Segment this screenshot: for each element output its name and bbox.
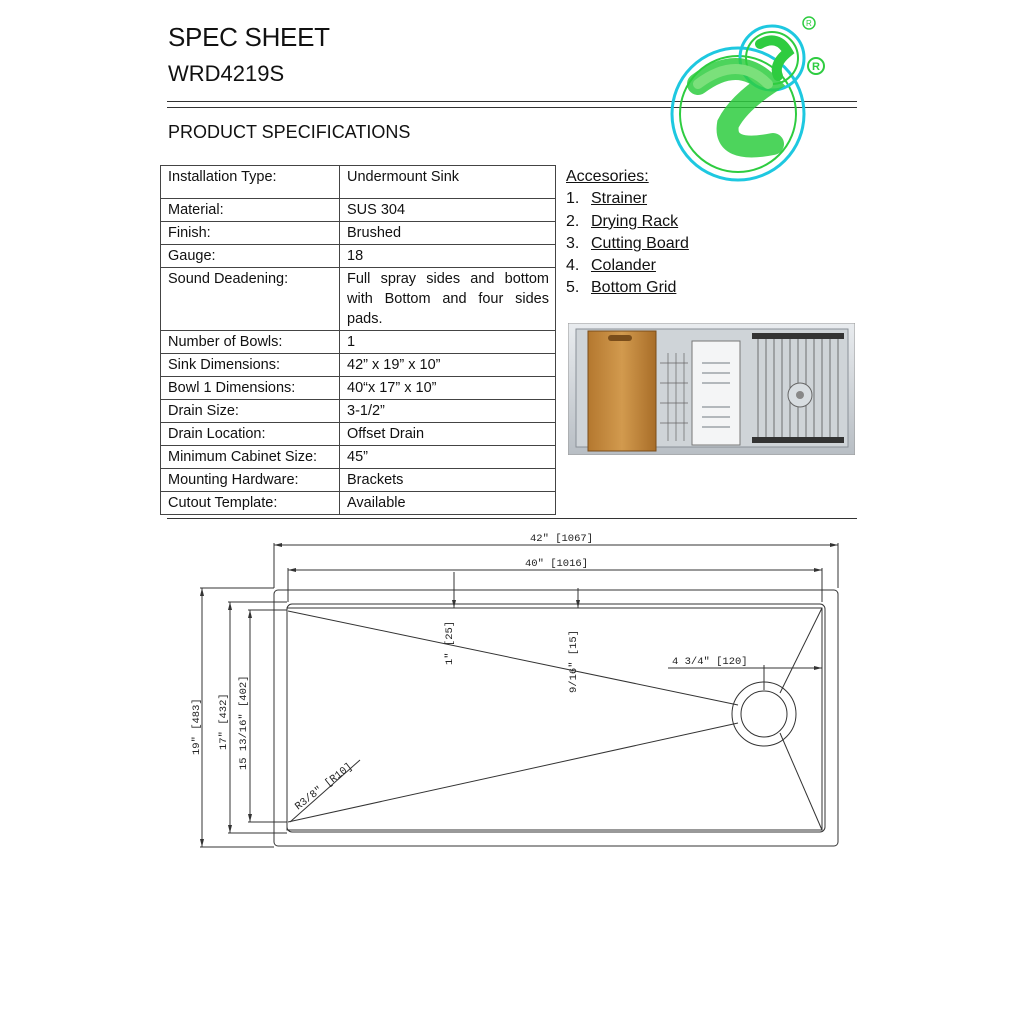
dim-radius: R3/8" [R10]: [293, 761, 356, 814]
accessory-link-colander[interactable]: Colander: [591, 257, 656, 275]
table-row: [161, 166, 556, 199]
spec-value: Brackets: [340, 469, 556, 492]
dim-overall-depth: 19" [483]: [191, 698, 203, 755]
spec-label: Drain Size:: [161, 400, 340, 423]
accessory-link-bottom-grid[interactable]: Bottom Grid: [591, 279, 677, 297]
spec-label: Number of Bowls:: [161, 331, 340, 354]
spec-value: Undermount Sink: [340, 166, 556, 199]
item-number: 5.: [566, 279, 580, 297]
spec-value: Offset Drain: [340, 423, 556, 446]
list-item: [566, 233, 689, 255]
spec-label: Bowl 1 Dimensions:: [161, 377, 340, 400]
brand-logo: [668, 14, 828, 189]
list-item: [566, 255, 689, 277]
product-photo: [568, 323, 855, 455]
accessories-heading: Accesories:: [566, 168, 649, 185]
accessory-link-drying-rack[interactable]: Drying Rack: [591, 212, 679, 230]
model-number: WRD4219S: [168, 61, 285, 86]
table-row: [161, 492, 556, 515]
spec-value: SUS 304: [340, 199, 556, 222]
spec-value: 42” x 19” x 10”: [340, 354, 556, 377]
spec-value: Brushed: [340, 222, 556, 245]
table-row: [161, 446, 556, 469]
spec-value: 3-1/2”: [340, 400, 556, 423]
table-row: [161, 354, 556, 377]
table-row: [161, 423, 556, 446]
table-row: [161, 331, 556, 354]
spec-label: Material:: [161, 199, 340, 222]
item-number: 2.: [566, 212, 580, 230]
accessory-link-cutting-board[interactable]: Cutting Board: [591, 234, 689, 252]
list-item: [566, 188, 689, 210]
spec-label: Sink Dimensions:: [161, 354, 340, 377]
list-item: [566, 277, 689, 299]
section-divider: [167, 518, 857, 519]
table-row: [161, 199, 556, 222]
table-row: [161, 377, 556, 400]
table-row: [161, 400, 556, 423]
spec-label: Sound Deadening:: [161, 268, 340, 331]
spec-value: Full spray sides and bottom with Bottom and four sides pads.: [340, 268, 556, 331]
spec-label: Installation Type:: [161, 166, 340, 199]
dim-bowl-width: 40" [1016]: [525, 558, 589, 570]
dim-slope-1: 1" [25]: [444, 620, 456, 665]
dim-drain-offset: 4 3/4" [120]: [672, 656, 748, 668]
spec-label: Minimum Cabinet Size:: [161, 446, 340, 469]
spec-value: 45”: [340, 446, 556, 469]
dim-bowl-depth: 17" [432]: [218, 693, 230, 750]
spec-value: 1: [340, 331, 556, 354]
item-number: 1.: [566, 190, 580, 208]
item-number: 4.: [566, 257, 580, 275]
spec-label: Drain Location:: [161, 423, 340, 446]
accessories-list: [566, 166, 689, 300]
section-title: PRODUCT SPECIFICATIONS: [168, 122, 411, 142]
table-row: [161, 268, 556, 331]
spec-label: Finish:: [161, 222, 340, 245]
item-number: 3.: [566, 234, 580, 252]
table-row: [161, 245, 556, 268]
spec-value: Available: [340, 492, 556, 515]
page-title: SPEC SHEET: [168, 22, 330, 52]
table-row: [161, 469, 556, 492]
svg-text:R: R: [806, 19, 812, 28]
accessory-link-strainer[interactable]: Strainer: [591, 190, 648, 208]
spec-label: Gauge:: [161, 245, 340, 268]
technical-drawing: [190, 530, 850, 850]
dim-overall-width: 42" [1067]: [530, 533, 594, 545]
spec-value: 18: [340, 245, 556, 268]
dim-inner-depth: 15 13/16" [402]: [238, 675, 250, 770]
spec-value: 40“x 17” x 10”: [340, 377, 556, 400]
table-row: [161, 222, 556, 245]
svg-text:R: R: [812, 61, 820, 73]
list-item: [566, 211, 689, 233]
spec-label: Cutout Template:: [161, 492, 340, 515]
spec-table: [160, 165, 556, 515]
spec-label: Mounting Hardware:: [161, 469, 340, 492]
dim-slope-2: 9/16" [15]: [568, 629, 580, 693]
